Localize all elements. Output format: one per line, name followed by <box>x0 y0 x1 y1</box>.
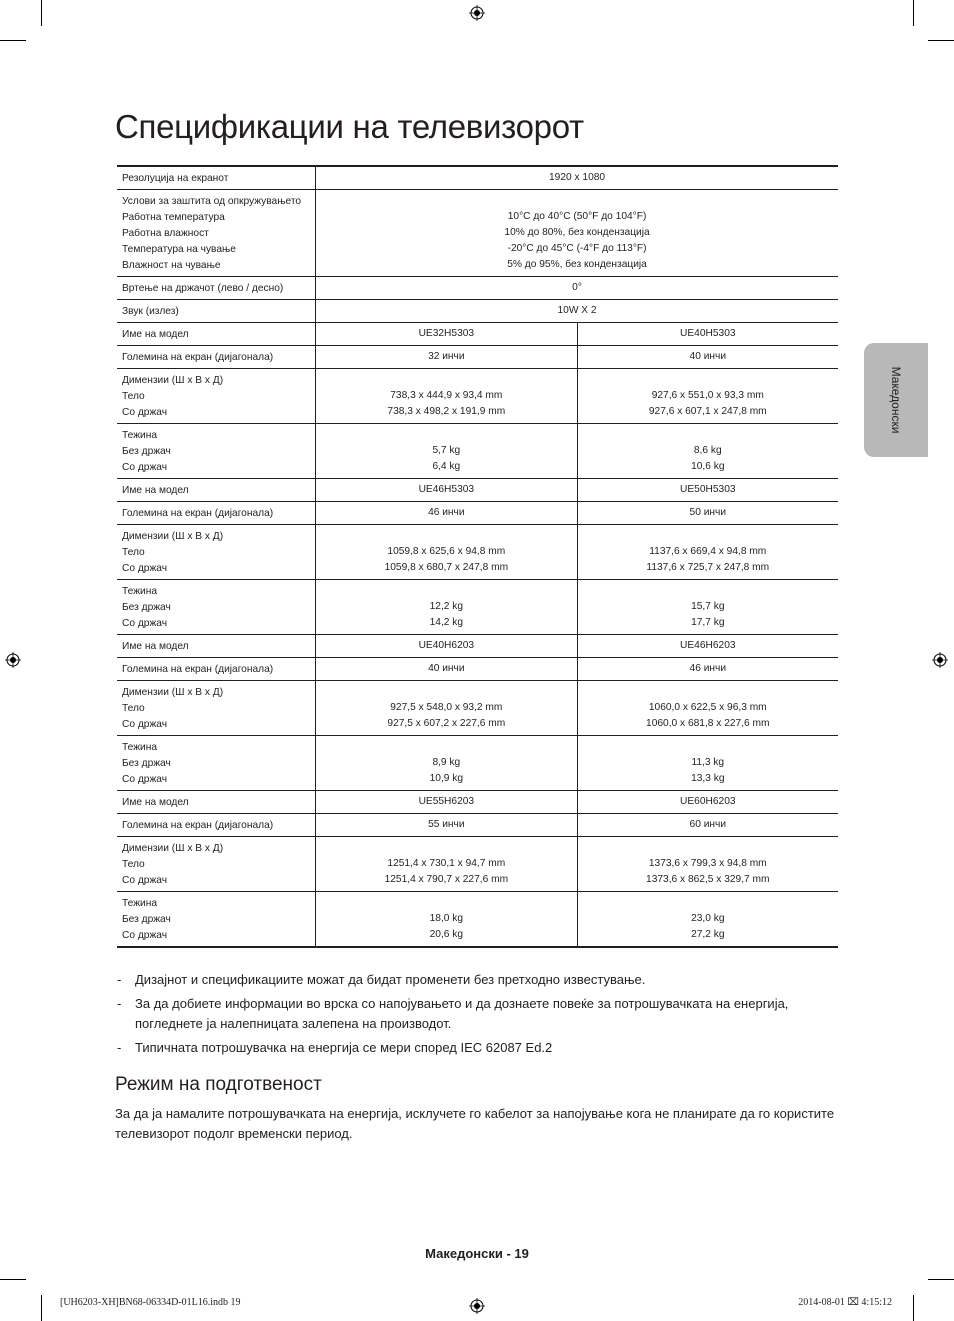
spec-value: 60 инчи <box>577 814 838 837</box>
spec-row <box>117 424 838 479</box>
spec-row <box>117 300 838 323</box>
spec-value: 1920 x 1080 <box>316 166 838 190</box>
note-bullet: - <box>117 1040 122 1055</box>
spec-value: UE46H6203 <box>577 635 838 658</box>
spec-value: 40 инчи <box>316 658 577 681</box>
spec-label: Име на модел <box>117 323 316 346</box>
spec-value: 40 инчи <box>577 346 838 369</box>
spec-value: UE46H5303 <box>316 479 577 502</box>
spec-value: UE40H5303 <box>577 323 838 346</box>
crop-mark <box>0 40 26 41</box>
spec-row <box>117 369 838 424</box>
page-number: Македонски - 19 <box>425 1246 529 1261</box>
spec-label: Големина на екран (дијагонала) <box>117 814 316 837</box>
spec-value: 5,7 kg 6,4 kg <box>316 424 577 479</box>
note-text: За да добиете информации во врска со напојувањето и да дознаете повеќе за потрошувачката на енергија, погледнете ја налепницата залепена на производот. <box>135 996 789 1031</box>
spec-value: 1059,8 x 625,6 x 94,8 mm 1059,8 x 680,7 x 247,8 mm <box>316 525 577 580</box>
spec-value: 32 инчи <box>316 346 577 369</box>
spec-value: 55 инчи <box>316 814 577 837</box>
spec-value: 0° <box>316 277 838 300</box>
footer-file-info: [UH6203-XH]BN68-06334D-01L16.indb 19 <box>60 1297 241 1308</box>
spec-table <box>117 165 838 948</box>
spec-row <box>117 166 838 190</box>
spec-row <box>117 190 838 277</box>
spec-value: 11,3 kg 13,3 kg <box>577 736 838 791</box>
spec-row <box>117 658 838 681</box>
spec-row <box>117 580 838 635</box>
section-paragraph: За да ја намалите потрошувачката на енергија, исклучете го кабелот за напојување кога не планирате да го користите телевизорот подолг временски период. <box>115 1106 835 1141</box>
spec-row <box>117 502 838 525</box>
spec-row <box>117 479 838 502</box>
note-item <box>117 994 837 1034</box>
language-side-tab-label: Македонски <box>889 366 903 434</box>
note-bullet: - <box>117 972 122 987</box>
spec-value: 1251,4 x 730,1 x 94,7 mm 1251,4 x 790,7 x 227,6 mm <box>316 837 577 892</box>
spec-label: Име на модел <box>117 635 316 658</box>
registration-mark-icon <box>469 1298 485 1314</box>
spec-label: Име на модел <box>117 479 316 502</box>
spec-row <box>117 681 838 736</box>
spec-label: Големина на екран (дијагонала) <box>117 346 316 369</box>
spec-row <box>117 635 838 658</box>
spec-label: Тежина Без држач Со држач <box>117 424 316 479</box>
spec-value: 12,2 kg 14,2 kg <box>316 580 577 635</box>
spec-value: 1373,6 x 799,3 x 94,8 mm 1373,6 x 862,5 x 329,7 mm <box>577 837 838 892</box>
spec-row <box>117 525 838 580</box>
crop-mark <box>928 40 954 41</box>
note-item <box>117 1038 837 1058</box>
spec-label: Големина на екран (дијагонала) <box>117 502 316 525</box>
spec-label: Име на модел <box>117 791 316 814</box>
spec-row <box>117 791 838 814</box>
spec-label: Димензии (Ш x В x Д) Тело Со држач <box>117 837 316 892</box>
crop-mark <box>41 1295 42 1321</box>
registration-mark-icon <box>5 652 21 668</box>
spec-value: UE55H6203 <box>316 791 577 814</box>
notes-list <box>117 970 837 1062</box>
registration-mark-icon <box>469 5 485 21</box>
spec-value: 738,3 x 444,9 x 93,4 mm 738,3 x 498,2 x 191,9 mm <box>316 369 577 424</box>
crop-mark <box>913 0 914 26</box>
spec-label: Тежина Без држач Со држач <box>117 580 316 635</box>
crop-mark <box>41 0 42 26</box>
spec-value: 10°C до 40°C (50°F до 104°F) 10% до 80%, без кондензација -20°C до 45°C (-4°F до 113°F) 5% до 95%, без кондензација <box>316 190 838 277</box>
spec-label: Големина на екран (дијагонала) <box>117 658 316 681</box>
spec-value: 18,0 kg 20,6 kg <box>316 892 577 948</box>
spec-value: 8,6 kg 10,6 kg <box>577 424 838 479</box>
spec-row <box>117 814 838 837</box>
note-text: Типичната потрошувачка на енергија се мери според IEC 62087 Ed.2 <box>135 1040 553 1055</box>
crop-mark <box>928 1279 954 1280</box>
note-item <box>117 970 837 990</box>
spec-value: 8,9 kg 10,9 kg <box>316 736 577 791</box>
spec-value: 15,7 kg 17,7 kg <box>577 580 838 635</box>
spec-value: 927,6 x 551,0 x 93,3 mm 927,6 x 607,1 x 247,8 mm <box>577 369 838 424</box>
spec-label: Димензии (Ш x В x Д) Тело Со држач <box>117 681 316 736</box>
spec-label: Резолуција на екранот <box>117 166 316 190</box>
spec-row <box>117 323 838 346</box>
spec-label: Вртење на држачот (лево / десно) <box>117 277 316 300</box>
spec-row <box>117 277 838 300</box>
section-title: Режим на подготвеност <box>115 1074 322 1095</box>
registration-mark-icon <box>932 652 948 668</box>
spec-value: 50 инчи <box>577 502 838 525</box>
crop-mark <box>913 1295 914 1321</box>
spec-label: Услови за заштита од опкружувањето Работна температура Работна влажност Температура на чување Влажност на чување <box>117 190 316 277</box>
spec-label: Димензии (Ш x В x Д) Тело Со држач <box>117 369 316 424</box>
spec-value: UE50H5303 <box>577 479 838 502</box>
spec-label: Димензии (Ш x В x Д) Тело Со држач <box>117 525 316 580</box>
page-title: Спецификации на телевизорот <box>115 108 584 145</box>
spec-value: 1137,6 x 669,4 x 94,8 mm 1137,6 x 725,7 x 247,8 mm <box>577 525 838 580</box>
spec-value: UE40H6203 <box>316 635 577 658</box>
spec-label: Звук (излез) <box>117 300 316 323</box>
spec-row <box>117 346 838 369</box>
spec-value: 1060,0 x 622,5 x 96,3 mm 1060,0 x 681,8 x 227,6 mm <box>577 681 838 736</box>
spec-value: 927,5 x 548,0 x 93,2 mm 927,5 x 607,2 x 227,6 mm <box>316 681 577 736</box>
spec-value: 23,0 kg 27,2 kg <box>577 892 838 948</box>
spec-value: UE60H6203 <box>577 791 838 814</box>
language-side-tab <box>864 343 928 457</box>
spec-row <box>117 837 838 892</box>
spec-label: Тежина Без држач Со држач <box>117 736 316 791</box>
spec-label: Тежина Без држач Со држач <box>117 892 316 948</box>
spec-value: 10W X 2 <box>316 300 838 323</box>
spec-value: 46 инчи <box>577 658 838 681</box>
crop-mark <box>0 1279 26 1280</box>
spec-row <box>117 892 838 948</box>
footer-timestamp: 2014-08-01 ⌧ 4:15:12 <box>798 1297 892 1308</box>
spec-row <box>117 736 838 791</box>
spec-value: 46 инчи <box>316 502 577 525</box>
note-text: Дизајнот и спецификациите можат да бидат променети без претходно известување. <box>135 972 646 987</box>
note-bullet: - <box>117 996 122 1011</box>
spec-value: UE32H5303 <box>316 323 577 346</box>
